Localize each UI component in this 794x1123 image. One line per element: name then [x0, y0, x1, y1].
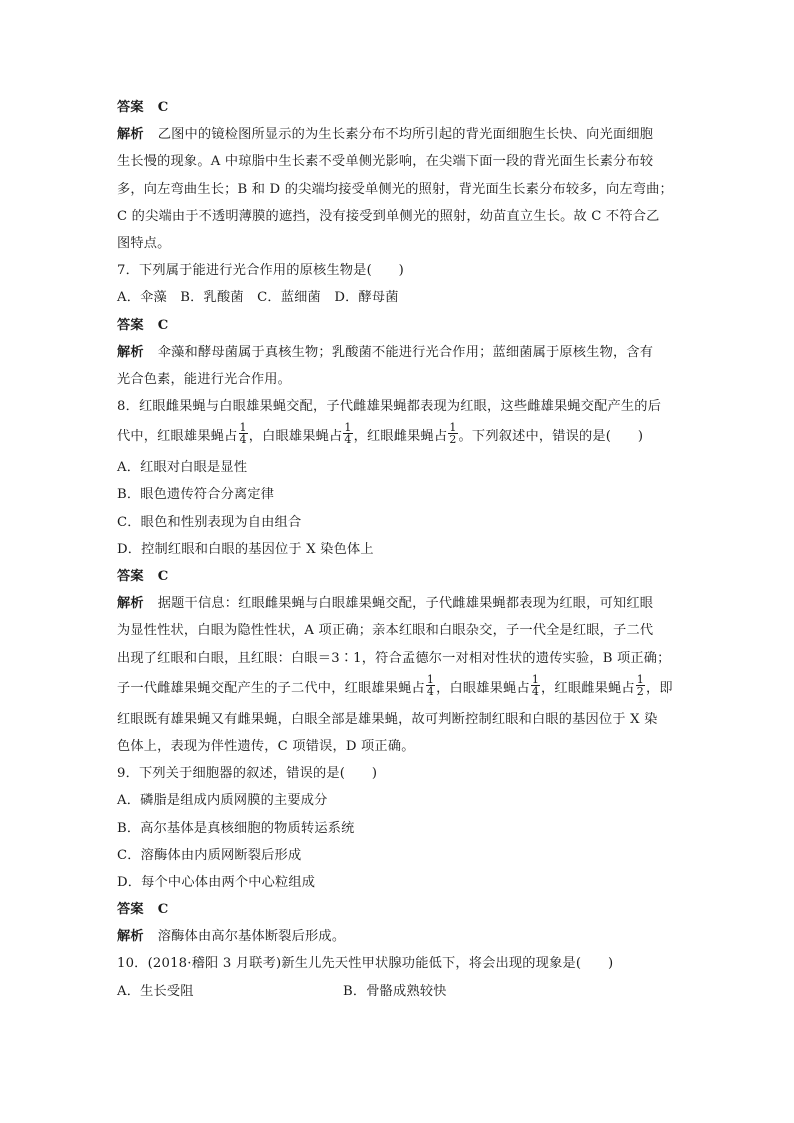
q8-analysis-line-1: 解析 据题干信息：红眼雌果蝇与白眼雄果蝇交配，子代雌雄果蝇都表现为红眼，可知红眼 [117, 596, 654, 612]
q10-options-row [117, 978, 694, 1005]
q7-analysis-line-2: 光合色素，能进行光合作用。 [117, 371, 292, 387]
q6-analysis-line-5: 图特点。 [117, 235, 171, 251]
q8-answer: 答案 C [117, 569, 169, 584]
q6-analysis-line-2: 生长慢的现象。A 中琼脂中生长素不受单侧光影响，在尖端下面一段的背光面生长素分布较 [117, 154, 654, 170]
q7-analysis-line-1: 解析 伞藻和酵母菌属于真核生物；乳酸菌不能进行光合作用；蓝细菌属于原核生物，含有 [117, 344, 654, 360]
q9-option-c: C．溶酶体由内质网断裂后形成 [117, 847, 302, 863]
q8-analysis-line-3: 出现了红眼和白眼，且红眼：白眼＝3∶1，符合孟德尔一对相对性状的遗传实验，B 项正确； [117, 650, 671, 666]
q9-option-a: A．磷脂是组成内质网膜的主要成分 [117, 793, 328, 809]
q8-analysis-line-6: 色体上，表现为伴性遗传，C 项错误，D 项正确。 [117, 738, 415, 754]
fraction-quarter: $\frac{1}{4}$ [426, 672, 435, 698]
q10-option-b: B．骨骼成熟较快 [343, 983, 447, 999]
q8-option-b: B．眼色遗传符合分离定律 [117, 487, 275, 503]
q6-answer: 答案 C [117, 100, 169, 115]
q7-stem: 7．下列属于能进行光合作用的原核生物是( ) [117, 263, 405, 279]
q9-answer: 答案 C [117, 902, 169, 918]
q9-option-b: B．高尔基体是真核细胞的物质转运系统 [117, 820, 355, 836]
fraction-quarter: $\frac{1}{4}$ [344, 421, 352, 447]
fraction-quarter: $\frac{1}{4}$ [531, 672, 540, 698]
fraction-half: $\frac{1}{2}$ [449, 421, 457, 447]
q9-option-d: D．每个中心体由两个中心粒组成 [117, 874, 316, 890]
q10-option-a: A．生长受阻 [117, 983, 194, 999]
q6-analysis-line-1: 解析 乙图中的镜检图所显示的为生长素分布不均所引起的背光面细胞生长快、向光面细胞 [117, 127, 654, 143]
q7-answer: 答案 C [117, 317, 169, 333]
q10-stem: 10．(2018·稽阳 3 月联考)新生儿先天性甲状腺功能低下，将会出现的现象是( ) [117, 956, 614, 972]
q8-stem-line-1: 8．红眼雌果蝇与白眼雄果蝇交配，子代雌雄果蝇都表现为红眼，这些雌雄果蝇交配产生的后 [117, 399, 662, 415]
q9-analysis: 解析 溶酶体由高尔基体断裂后形成。 [117, 929, 346, 945]
q8-analysis-line-4: 子一代雌雄果蝇交配产生的子二代中，红眼雄果蝇占 $\frac{1}{4}$ ，白眼雄果蝇占 $\frac{1}{4}$ ，红眼雌果蝇占 $\frac{1}{2}$ ，即 [117, 672, 673, 698]
q6-analysis-line-3: 多，向左弯曲生长；B 和 D 的尖端均接受单侧光的照射，背光面生长素分布较多，向左弯曲； [117, 181, 673, 197]
q8-option-a: A．红眼对白眼是显性 [117, 460, 248, 476]
q8-analysis-line-2: 为显性性状，白眼为隐性性状，A 项正确；亲本红眼和白眼杂交，子一代全是红眼，子二代 [117, 623, 654, 639]
fraction-quarter: $\frac{1}{4}$ [239, 421, 247, 447]
q8-option-d: D．控制红眼和白眼的基因位于 X 染色体上 [117, 541, 374, 557]
q8-analysis-line-5: 红眼既有雄果蝇又有雌果蝇，白眼全部是雄果蝇，故可判断控制红眼和白眼的基因位于 X 染 [117, 711, 658, 727]
q6-analysis-line-4: C 的尖端由于不透明薄膜的遮挡，没有接受到单侧光的照射，幼苗直立生长。故 C 不符合乙 [117, 208, 660, 224]
q8-option-c: C．眼色和性别表现为自由组合 [117, 514, 302, 530]
q8-stem-line-2: 代中，红眼雄果蝇占 $\frac{1}{4}$ ，白眼雄果蝇占 $\frac{1}{4}$ ，红眼雌果蝇占 $\frac{1}{2}$ 。下列叙述中，错误的是( ) [117, 421, 644, 447]
q7-options: A．伞藻 B．乳酸菌 C．蓝细菌 D．酵母菌 [117, 290, 399, 306]
fraction-half: $\frac{1}{2}$ [636, 672, 644, 698]
q9-stem: 9．下列关于细胞器的叙述，错误的是( ) [117, 766, 378, 782]
